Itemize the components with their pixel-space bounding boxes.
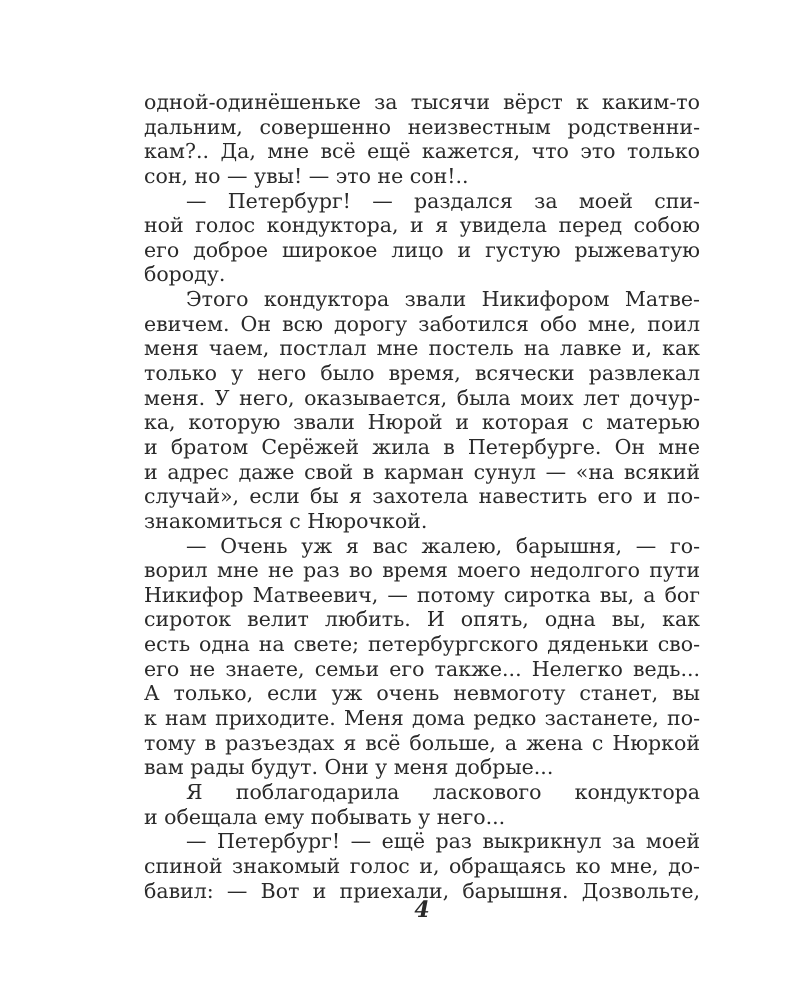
text-line: меня. У него, оказывается, была моих лет дочур- (144, 385, 700, 410)
text-line: — Петербург! — раздался за моей спи- (186, 188, 700, 213)
text-line: Я поблагодарила ласкового кондуктора (186, 779, 700, 804)
text-line: А только, если уж очень невмоготу станет, вы (144, 681, 700, 706)
text-line: бавил: — Вот и приехали, барышня. Дозвольте, (144, 878, 700, 903)
text-line: вам рады будут. Они у меня добрые... (144, 755, 554, 780)
text-line: к нам приходите. Меня дома редко застанете, по- (144, 706, 700, 731)
paragraph (144, 287, 700, 533)
text-line: ворил мне не раз во время моего недолгого пути (144, 558, 700, 583)
text-line: и братом Серёжей жила в Петербурге. Он мне (144, 434, 700, 459)
text-line: кам?.. Да, мне всё ещё кажется, что это только (144, 139, 700, 164)
text-line: Этого кондуктора звали Никифором Матве- (186, 287, 700, 312)
paragraph (144, 189, 700, 288)
text-line: есть одна на свете; петербургского дяденьки сво- (144, 632, 700, 657)
text-line: Никифор Матвеевич, — потому сиротка вы, а бог (144, 582, 700, 607)
text-line: евичем. Он всю дорогу заботился обо мне, поил (144, 311, 700, 336)
text-line: его доброе широкое лицо и густую рыжеватую (144, 237, 700, 262)
paragraph (144, 829, 700, 903)
text-line: ной голос кондуктора, и я увидела перед собою (144, 213, 700, 238)
text-line: спиной знакомый голос и, обращаясь ко мне, до- (144, 853, 700, 878)
text-line: сироток велит любить. И опять, одна вы, как (144, 607, 700, 632)
paragraph (144, 90, 700, 189)
text-line: тому в разъездах я всё больше, а жена с Нюркой (144, 730, 700, 755)
text-line: одной-одинёшеньке за тысячи вёрст к каким-то (144, 90, 700, 114)
paragraph (144, 780, 700, 829)
paragraph (144, 534, 700, 780)
text-line: случай», если бы я захотела навестить его и по- (144, 484, 700, 509)
text-line: сон, но — увы! — это не сон!.. (144, 163, 469, 188)
text-line: — Очень уж я вас жалею, барышня, — го- (186, 533, 700, 558)
text-line: бороду. (144, 262, 226, 287)
text-line: дальним, совершенно неизвестным родственни- (144, 114, 700, 139)
text-line: меня чаем, постлал мне постель на лавке и, как (144, 336, 700, 361)
text-line: и обещала ему побывать у него... (144, 804, 506, 829)
text-line: и адрес даже свой в карман сунул — «на всякий (144, 459, 700, 484)
text-line: его не знаете, семьи его также... Нелегко ведь... (144, 656, 700, 681)
text-line: ка, которую звали Нюрой и которая с матерью (144, 410, 700, 435)
body-text (144, 90, 700, 903)
text-line: знакомиться с Нюрочкой. (144, 508, 428, 533)
text-line: только у него было время, всячески развлекал (144, 361, 700, 386)
text-line: — Петербург! — ещё раз выкрикнул за моей (186, 829, 700, 854)
page-number: 4 (414, 897, 430, 923)
